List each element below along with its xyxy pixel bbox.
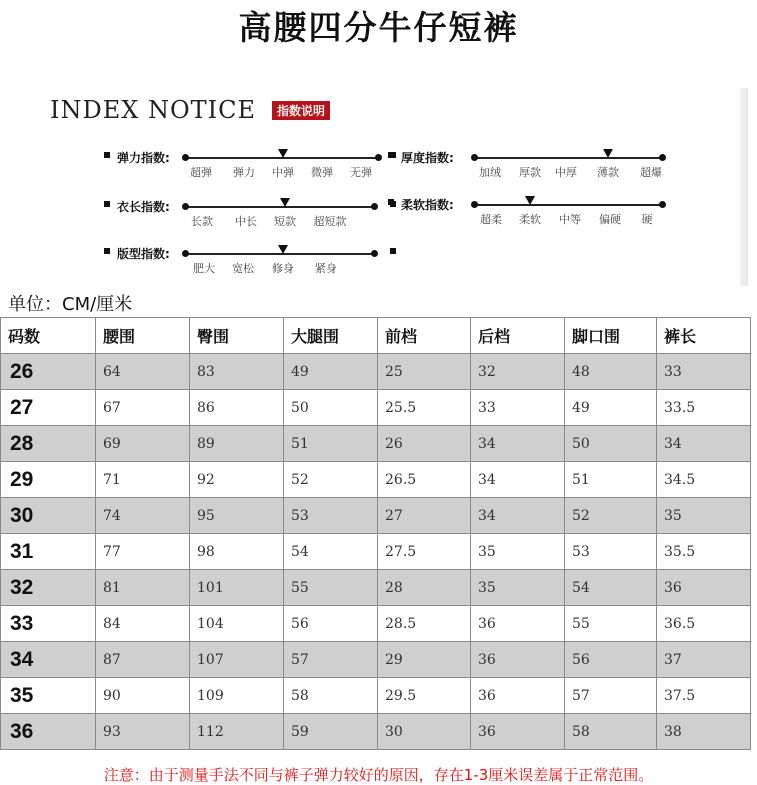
table-cell: 52 [565, 498, 657, 534]
index-option: 宽松 [232, 262, 254, 275]
index-label: 厚度指数: [401, 151, 454, 165]
table-header-row [1, 318, 751, 354]
table-cell: 25.5 [378, 390, 471, 426]
index-option: 微弹 [311, 166, 333, 179]
size-code-cell: 26 [1, 354, 96, 390]
table-row [1, 570, 751, 606]
table-cell: 37.5 [657, 678, 751, 714]
index-option: 加绒 [479, 166, 501, 179]
table-row [1, 606, 751, 642]
scale-start-dot-icon [471, 154, 478, 161]
table-cell: 57 [284, 642, 378, 678]
table-cell: 95 [190, 498, 284, 534]
table-cell: 54 [284, 534, 378, 570]
bullet-icon [104, 152, 110, 158]
table-cell: 59 [284, 714, 378, 750]
scale-end-dot-icon [375, 154, 382, 161]
table-row [1, 498, 751, 534]
scale-end-dot-icon [371, 250, 378, 257]
table-cell: 57 [565, 678, 657, 714]
index-option: 偏硬 [599, 213, 621, 226]
table-cell: 90 [96, 678, 190, 714]
elastic-index [104, 149, 384, 189]
table-cell: 86 [190, 390, 284, 426]
table-cell: 51 [284, 426, 378, 462]
table-cell: 34.5 [657, 462, 751, 498]
scale-end-dot-icon [659, 201, 666, 208]
table-cell: 55 [284, 570, 378, 606]
table-cell: 67 [96, 390, 190, 426]
index-option: 中等 [559, 213, 581, 226]
table-cell: 50 [565, 426, 657, 462]
index-label: 衣长指数: [117, 200, 170, 214]
table-cell: 28.5 [378, 606, 471, 642]
table-cell: 34 [471, 498, 565, 534]
index-option: 中弹 [272, 166, 294, 179]
table-cell: 36 [657, 570, 751, 606]
table-cell: 71 [96, 462, 190, 498]
selected-marker-icon [280, 198, 290, 207]
index-option: 超弹 [190, 166, 212, 179]
table-cell: 32 [471, 354, 565, 390]
table-row [1, 678, 751, 714]
table-cell: 52 [284, 462, 378, 498]
size-code-cell: 32 [1, 570, 96, 606]
table-cell: 87 [96, 642, 190, 678]
table-cell: 33 [657, 354, 751, 390]
softness-index [388, 196, 668, 236]
index-label: 柔软指数: [401, 198, 454, 212]
table-cell: 35 [471, 534, 565, 570]
bullet-icon [388, 199, 394, 205]
table-cell: 109 [190, 678, 284, 714]
fit-index [104, 245, 384, 285]
index-option: 硬 [641, 213, 653, 226]
table-cell: 35 [471, 570, 565, 606]
thickness-index [388, 149, 668, 189]
size-code-cell: 27 [1, 390, 96, 426]
table-cell: 93 [96, 714, 190, 750]
index-option: 长款 [191, 215, 213, 228]
table-cell: 37 [657, 642, 751, 678]
scale-end-dot-icon [371, 203, 378, 210]
table-cell: 58 [565, 714, 657, 750]
selected-marker-icon [525, 196, 535, 205]
index-label: 弹力指数: [117, 151, 170, 165]
table-cell: 74 [96, 498, 190, 534]
index-option: 短款 [274, 215, 296, 228]
table-cell: 83 [190, 354, 284, 390]
table-row [1, 714, 751, 750]
header-size: 码数 [1, 318, 96, 354]
decorative-divider [740, 88, 748, 286]
table-cell: 50 [284, 390, 378, 426]
size-code-cell: 30 [1, 498, 96, 534]
header-length: 裤长 [657, 318, 751, 354]
table-cell: 101 [190, 570, 284, 606]
scale-start-dot-icon [182, 203, 189, 210]
table-row [1, 390, 751, 426]
table-cell: 64 [96, 354, 190, 390]
table-cell: 53 [284, 498, 378, 534]
table-cell: 84 [96, 606, 190, 642]
table-cell: 28 [378, 570, 471, 606]
size-code-cell: 36 [1, 714, 96, 750]
index-option: 无弹 [350, 166, 372, 179]
table-cell: 56 [284, 606, 378, 642]
table-cell: 36 [471, 642, 565, 678]
selected-marker-icon [278, 149, 288, 158]
table-cell: 77 [96, 534, 190, 570]
page-title: 高腰四分牛仔短裤 [238, 8, 519, 47]
index-option: 柔软 [519, 213, 541, 226]
table-cell: 54 [565, 570, 657, 606]
scale-start-dot-icon [182, 250, 189, 257]
size-code-cell: 31 [1, 534, 96, 570]
table-cell: 34 [471, 462, 565, 498]
table-cell: 29.5 [378, 678, 471, 714]
index-option: 超柔 [480, 213, 502, 226]
table-cell: 26.5 [378, 462, 471, 498]
table-cell: 27 [378, 498, 471, 534]
index-notice-en: INDEX NOTICE [50, 96, 257, 124]
index-option: 弹力 [233, 166, 255, 179]
table-cell: 36 [471, 606, 565, 642]
table-cell: 55 [565, 606, 657, 642]
table-cell: 29 [378, 642, 471, 678]
table-cell: 58 [284, 678, 378, 714]
table-cell: 33 [471, 390, 565, 426]
table-cell: 56 [565, 642, 657, 678]
bullet-icon [104, 248, 110, 254]
table-cell: 38 [657, 714, 751, 750]
size-code-cell: 33 [1, 606, 96, 642]
index-scale-line [474, 157, 662, 159]
table-cell: 104 [190, 606, 284, 642]
table-cell: 81 [96, 570, 190, 606]
scale-start-dot-icon [471, 201, 478, 208]
table-cell: 49 [284, 354, 378, 390]
table-cell: 51 [565, 462, 657, 498]
table-cell: 26 [378, 426, 471, 462]
header-hip: 臀围 [190, 318, 284, 354]
size-table [0, 317, 751, 750]
table-cell: 35.5 [657, 534, 751, 570]
index-notice-cn: 指数说明 [272, 101, 330, 120]
bullet-icon [104, 201, 110, 207]
size-code-cell: 35 [1, 678, 96, 714]
index-scale-line [474, 204, 662, 206]
index-label: 版型指数: [117, 247, 170, 261]
table-cell: 27.5 [378, 534, 471, 570]
table-cell: 69 [96, 426, 190, 462]
index-option: 超爆 [640, 166, 662, 179]
index-option: 修身 [272, 262, 294, 275]
bullet-icon [390, 248, 396, 254]
table-row [1, 462, 751, 498]
header-waist: 腰围 [96, 318, 190, 354]
table-cell: 34 [471, 426, 565, 462]
measurement-note: 注意：由于测量手法不同与裤子弹力较好的原因，存在1-3厘米误差属于正常范围。 [103, 766, 654, 784]
table-cell: 49 [565, 390, 657, 426]
table-cell: 34 [657, 426, 751, 462]
table-cell: 48 [565, 354, 657, 390]
header-thigh: 大腿围 [284, 318, 378, 354]
table-row [1, 642, 751, 678]
table-row [1, 354, 751, 390]
selected-marker-icon [603, 149, 613, 158]
index-option: 中长 [235, 215, 257, 228]
table-cell: 89 [190, 426, 284, 462]
table-cell: 33.5 [657, 390, 751, 426]
table-cell: 25 [378, 354, 471, 390]
table-cell: 36.5 [657, 606, 751, 642]
table-cell: 107 [190, 642, 284, 678]
header-leg-opening: 脚口围 [565, 318, 657, 354]
table-cell: 53 [565, 534, 657, 570]
index-option: 超短款 [313, 215, 347, 228]
header-back-rise: 后档 [471, 318, 565, 354]
size-code-cell: 34 [1, 642, 96, 678]
index-option: 薄款 [597, 166, 619, 179]
index-option: 紧身 [315, 262, 337, 275]
size-code-cell: 28 [1, 426, 96, 462]
size-code-cell: 29 [1, 462, 96, 498]
selected-marker-icon [278, 245, 288, 254]
unit-label: 单位：CM/厘米 [8, 294, 133, 315]
bullet-icon [388, 152, 394, 158]
index-option: 肥大 [193, 262, 215, 275]
length-index [104, 198, 384, 238]
table-cell: 92 [190, 462, 284, 498]
header-front-rise: 前档 [378, 318, 471, 354]
table-row [1, 534, 751, 570]
table-cell: 36 [471, 714, 565, 750]
index-option: 厚款 [519, 166, 541, 179]
index-option: 中厚 [555, 166, 577, 179]
scale-end-dot-icon [659, 154, 666, 161]
table-cell: 30 [378, 714, 471, 750]
scale-start-dot-icon [182, 154, 189, 161]
table-cell: 35 [657, 498, 751, 534]
table-cell: 98 [190, 534, 284, 570]
table-cell: 36 [471, 678, 565, 714]
table-row [1, 426, 751, 462]
table-cell: 112 [190, 714, 284, 750]
